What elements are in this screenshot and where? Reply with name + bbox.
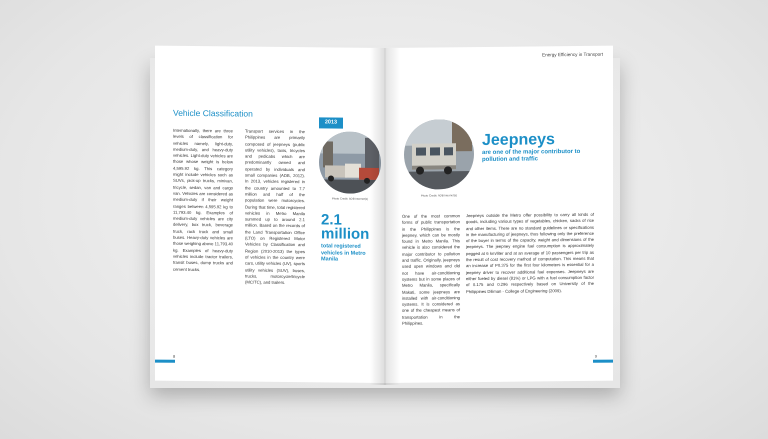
jeepney-photo-image xyxy=(404,119,474,190)
left-page-number: 8 xyxy=(173,353,176,359)
left-page-column-1 xyxy=(173,128,233,273)
right-page-column-1 xyxy=(402,213,460,327)
left-col1-paragraph: Internationally, there are three levels of classification for vehicles namely, light-duty, medium-duty, and heavy-duty vehicles. Light-duty vehicles are those whose weight is below 4,595.92 kg. This category might include vehicles such as SUVs, pick-up trucks, minivan, tricycle, sedan, van and cargo van. Vehicles are considered as medium-duty if their weight ranges between 4,595.92 kg to 11,793.40 kg. Examples of medium-duty vehicles are city delivery, box truck, beverage truck, rack truck and small buses. Heavy-duty vehicles are those weighing above 11,793.40 kg. Examples of heavy-duty vehicles include tractor trailers, transit buses, dump trucks and cement trucks. xyxy=(173,127,233,272)
stat-value-line1: 2.1 xyxy=(321,211,342,229)
right-footer-bar xyxy=(593,360,613,363)
stat-value-line2: million xyxy=(321,225,370,243)
running-head: Energy Efficiency in Transport xyxy=(542,51,603,58)
year-badge: 2013 xyxy=(319,117,343,128)
left-footer-bar xyxy=(155,360,175,363)
right-page xyxy=(384,46,613,383)
jeepney-photo xyxy=(404,119,474,190)
stat-value xyxy=(321,213,369,242)
traffic-photo xyxy=(319,131,381,194)
right-col1-paragraph: One of the most common forms of public transportation in the Philippines is the jeepney, which can be mostly found in Metro Manila. This vehicle is also considered the major contributor to pollution and traffic. Originally, jeepneys used open windows and did not have air-conditioning systems but in some places of Metro Manila, specifically Makati, some jeepneys are installed with air-conditioning systems. It is considered as one of the cheapest means of transportation in the Philippines. xyxy=(402,213,460,326)
right-page-number: 9 xyxy=(594,353,597,359)
jeepneys-subtitle: are one of the major contributor to pollution and traffic xyxy=(482,148,581,164)
jeepneys-title: Jeepneys xyxy=(482,131,555,149)
left-photo-caption: Photo Credit: ADB Internet(s) xyxy=(331,196,369,201)
left-page-column-2 xyxy=(245,129,305,287)
right-photo-caption: Photo Credit: ADB Internet(s) xyxy=(420,193,458,198)
left-col2-paragraph: Transport services in the Philippines are primarily composed of jeepneys (public utility vehicles), taxis, tricycles and pedicabs which are predominantly owned and operated by individuals and small companies (ADB, 2012). In 2013, vehicles registered in the country amounted to 7.7 million and half of the population were motorcycles. During that time, total registered vehicles in Metro Manila summed up to around 2.1 million. Based on the records of the Land Transportation Office (LTO) on Registered Motor Vehicles by Classification and Region (2010-2013) the types of vehicles in the country were cars, utility vehicles (UV), sports utility vehicles (SUV), buses, trucks, motorcycle/tricycle (MC/TC), and trailers. xyxy=(245,128,305,286)
right-col2-paragraph: Jeepneys outside the Metro offer possibility to carry all kinds of goods, including various types of vegetables, chicken, sacks of rice and other items. There are no standard guidelines or specifications in the manufacturing of jeepneys, thus following only the preference of the buyer in terms of the capacity, weight and dimensions of the jeepneys. The jeepney engine fuel consumption is approximately pegged at 6 km/liter and at an average of 10 passengers per trip as the result of cost recovery method of computation. This means that an increase of P0.375 for the first four kilometers is essential for a jeepney driver to recover additional fuel expenses. Jeepneys are either fueled by diesel (81%) or LPG with a fuel consumption factor of 0.175 and 0.296 respectively based on University of the Philippines Diliman - College of Engineering (2009). xyxy=(466,211,594,294)
traffic-photo-image xyxy=(319,131,381,194)
section-title: Vehicle Classification xyxy=(173,107,253,119)
right-page-column-2 xyxy=(466,212,594,295)
stat-label: total registered vehicles in Metro Manila xyxy=(321,243,366,263)
left-page xyxy=(155,46,384,383)
